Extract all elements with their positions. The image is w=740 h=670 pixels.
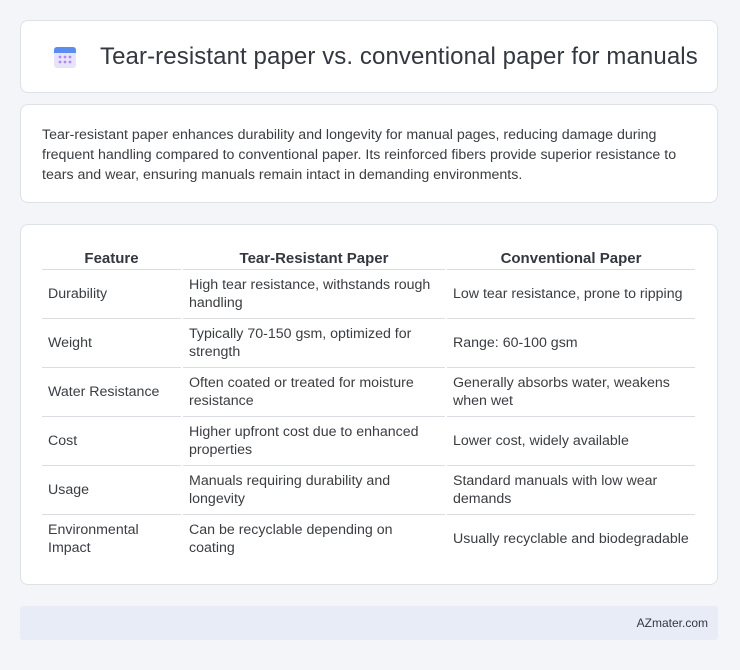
conventional-cell: Range: 60-100 gsm <box>447 319 695 368</box>
summary-card <box>20 104 718 203</box>
footer-bar <box>20 606 718 640</box>
header-feature: Feature <box>42 247 181 270</box>
conventional-cell: Generally absorbs water, weakens when wet <box>447 368 695 417</box>
tear-resistant-cell: High tear resistance, withstands rough handling <box>183 270 445 319</box>
table-header-row <box>42 247 695 270</box>
comparison-card <box>20 224 718 585</box>
calendar-icon <box>52 44 78 70</box>
conventional-cell: Standard manuals with low wear demands <box>447 466 695 515</box>
table-row <box>42 466 695 515</box>
page-title: Tear-resistant paper vs. conventional paper for manuals <box>100 42 698 70</box>
table-row <box>42 368 695 417</box>
feature-cell: Water Resistance <box>42 368 181 417</box>
comparison-table <box>40 247 697 563</box>
tear-resistant-cell: Higher upfront cost due to enhanced properties <box>183 417 445 466</box>
feature-cell: Cost <box>42 417 181 466</box>
header-conventional: Conventional Paper <box>447 247 695 270</box>
conventional-cell: Low tear resistance, prone to ripping <box>447 270 695 319</box>
table-row <box>42 417 695 466</box>
tear-resistant-cell: Can be recyclable depending on coating <box>189 522 393 556</box>
tear-resistant-cell: Typically 70-150 gsm, optimized for strength <box>183 319 445 368</box>
tear-resistant-cell: Manuals requiring durability and longevity <box>183 466 445 515</box>
feature-cell: Usage <box>42 466 181 515</box>
summary-text: Tear-resistant paper enhances durability and longevity for manual pages, reducing damage during frequent handling compared to conventional paper. Its reinforced fibers provide superior resistance to tears and wear, ensuring manuals remain intact in demanding environments. <box>42 127 677 183</box>
table-row <box>42 270 695 319</box>
table-row <box>42 515 695 563</box>
table-row <box>42 319 695 368</box>
tear-resistant-cell: Often coated or treated for moisture resistance <box>183 368 445 417</box>
conventional-cell: Lower cost, widely available <box>447 417 695 466</box>
feature-cell: Environmental Impact <box>48 522 139 556</box>
conventional-cell: Usually recyclable and biodegradable <box>453 531 689 547</box>
footer-site-link[interactable]: AZmater.com <box>636 616 708 630</box>
feature-cell: Weight <box>42 319 181 368</box>
header-tear-resistant: Tear-Resistant Paper <box>183 247 445 270</box>
feature-cell: Durability <box>42 270 181 319</box>
header-card <box>20 20 718 93</box>
